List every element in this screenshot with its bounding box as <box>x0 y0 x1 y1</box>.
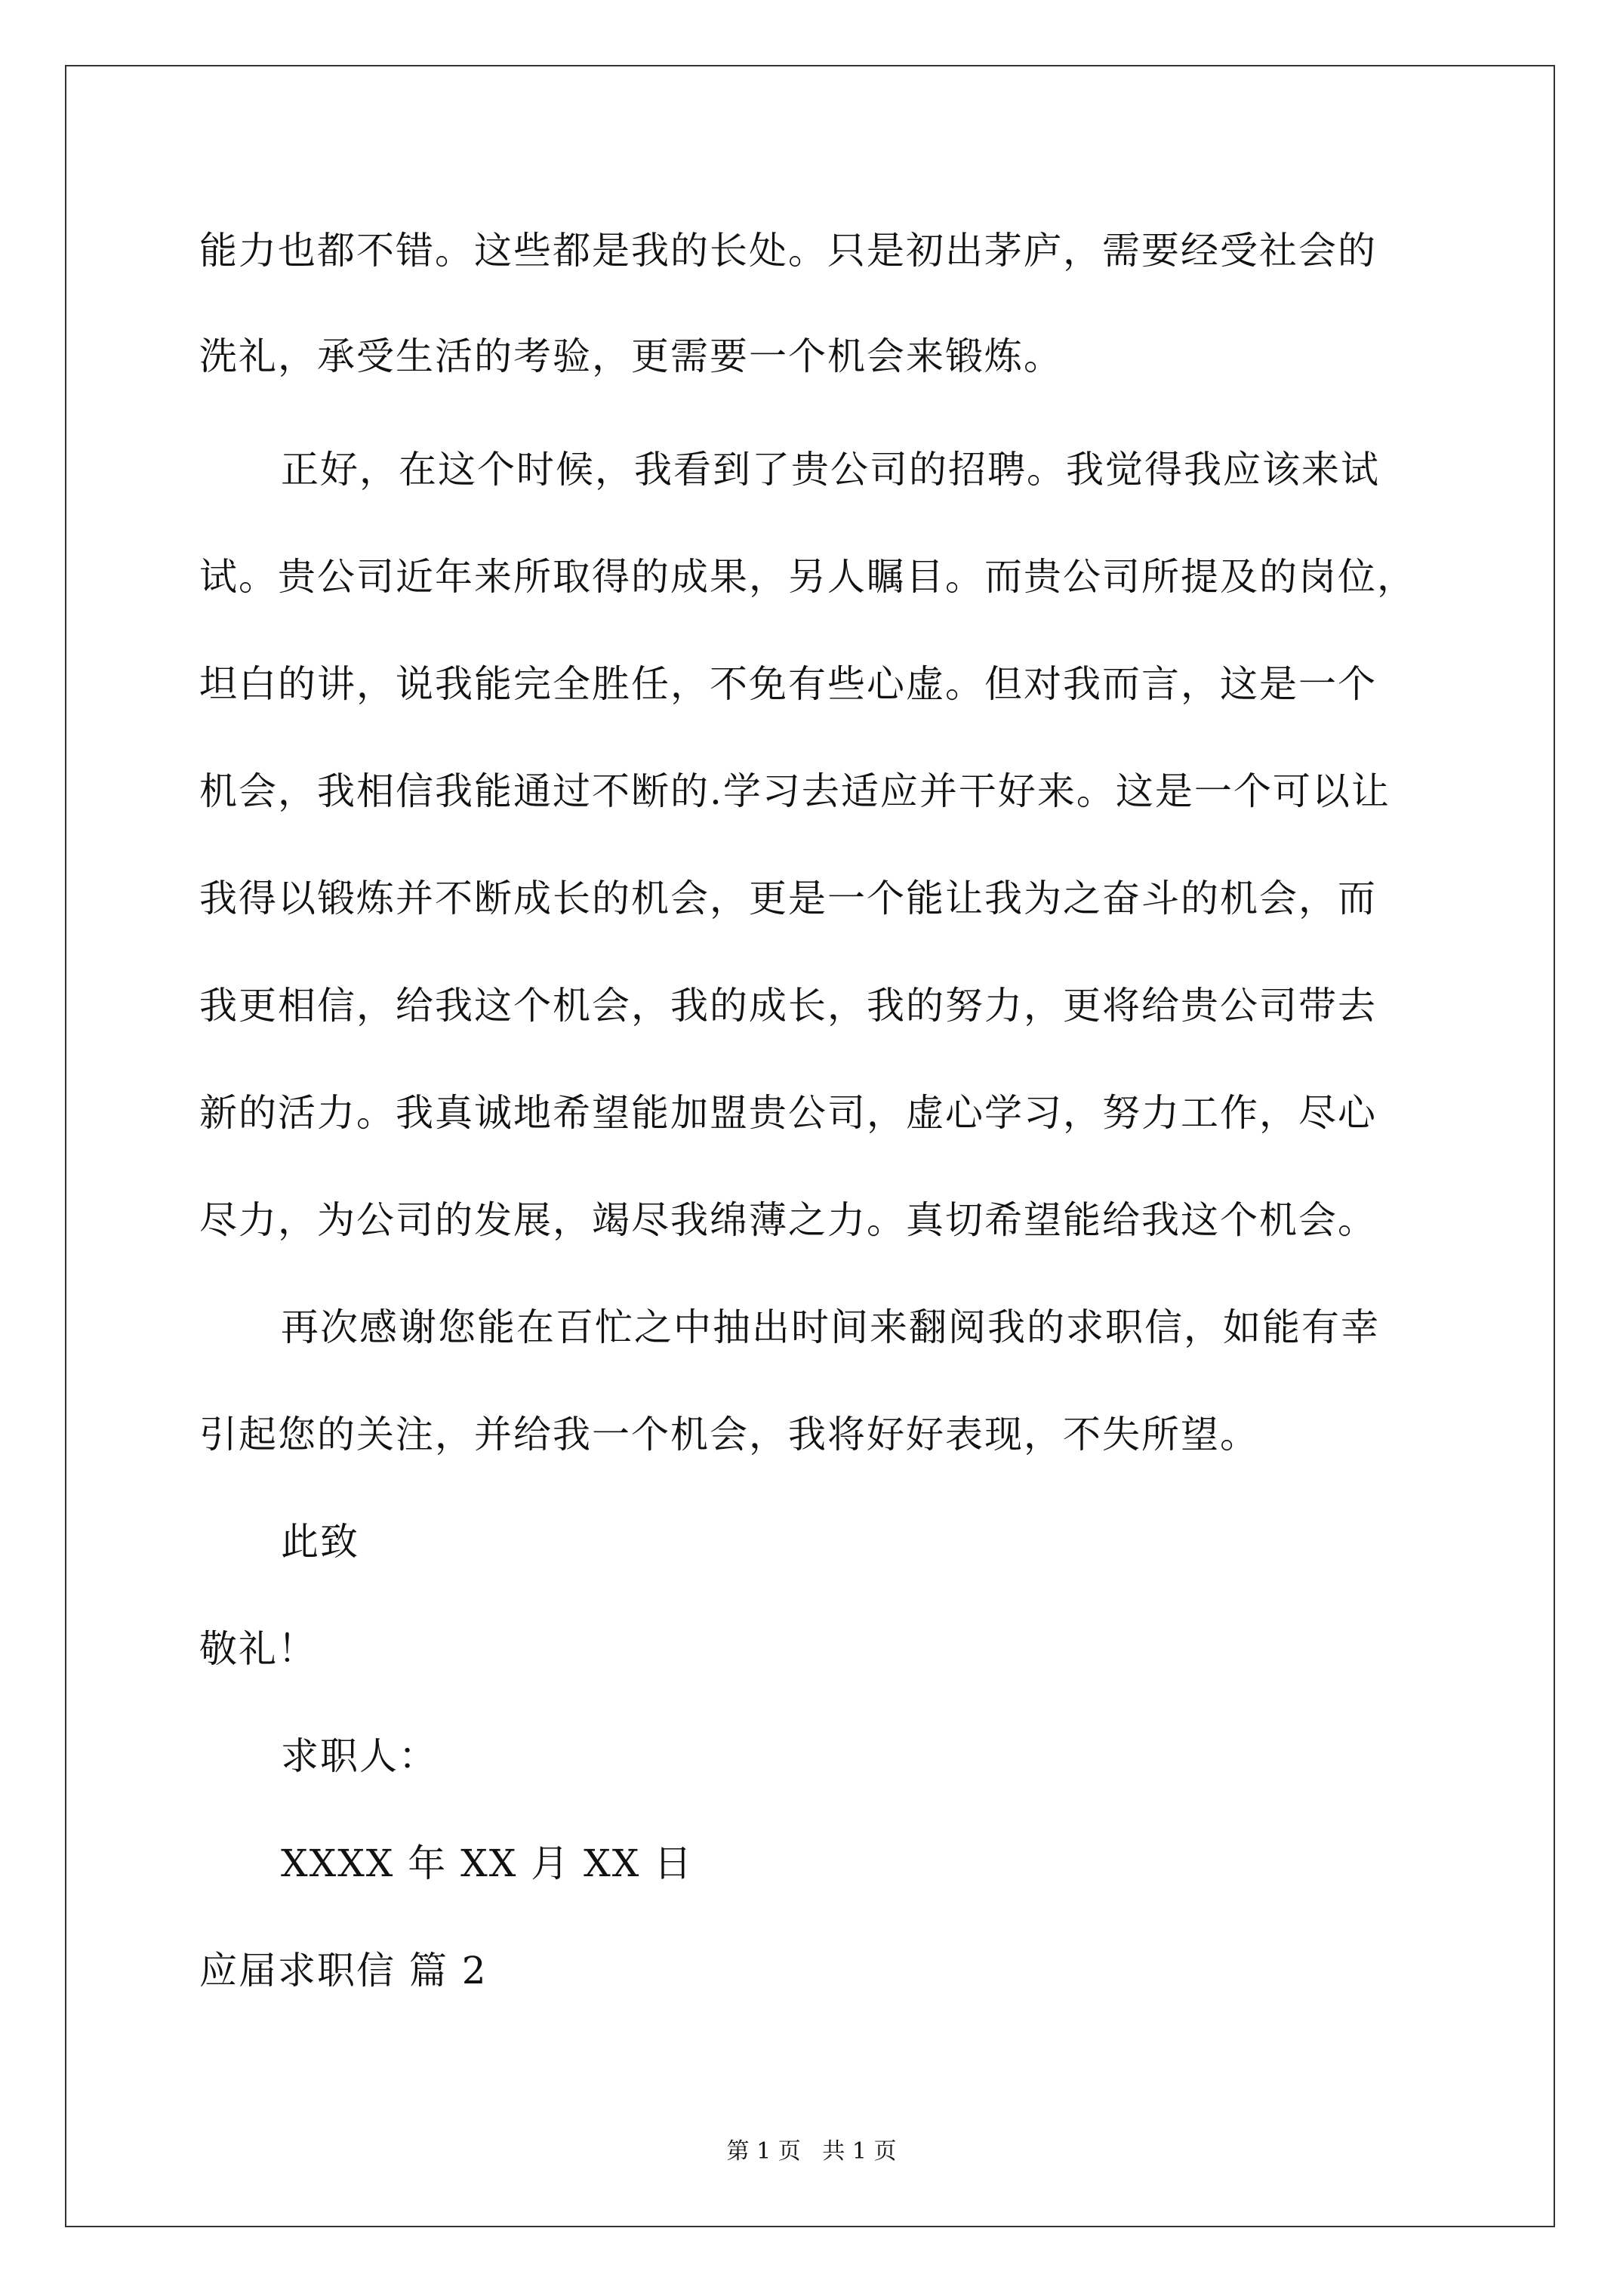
paragraph-start-line: 正好，在这个时候，我看到了贵公司的招聘。我觉得我应该来试 <box>281 448 1380 492</box>
body-line: 新的活力。我真诚地希望能加盟贵公司，虚心学习，努力工作，尽心 <box>199 1091 1377 1135</box>
body-line: 机会，我相信我能通过不断的.学习去适应并干好来。这是一个可以让 <box>199 769 1390 813</box>
body-line: 尽力，为公司的发展，竭尽我绵薄之力。真切希望能给我这个机会。 <box>199 1198 1377 1242</box>
body-line: 洗礼，承受生活的考验，更需要一个机会来锻炼。 <box>199 334 1063 378</box>
body-line: 试。贵公司近年来所取得的成果，另人瞩目。而贵公司所提及的岗位， <box>199 555 1416 599</box>
closing-salutation: 此致 <box>281 1520 359 1564</box>
signature-label: 求职人： <box>281 1734 438 1778</box>
closing-regards: 敬礼！ <box>199 1627 317 1671</box>
date-line: XXXX 年 XX 月 XX 日 <box>281 1841 694 1885</box>
section-heading: 应届求职信 篇 2 <box>199 1949 488 1992</box>
paragraph-start-line: 再次感谢您能在百忙之中抽出时间来翻阅我的求职信，如能有幸 <box>281 1305 1380 1349</box>
page-footer: 第 1 页 共 1 页 <box>726 2138 897 2165</box>
page-border <box>65 65 1555 2227</box>
body-line: 引起您的关注，并给我一个机会，我将好好表现，不失所望。 <box>199 1413 1259 1456</box>
body-line: 我得以锻炼并不断成长的机会，更是一个能让我为之奋斗的机会，而 <box>199 877 1377 920</box>
body-line: 我更相信，给我这个机会，我的成长，我的努力，更将给贵公司带去 <box>199 984 1377 1028</box>
body-line: 能力也都不错。这些都是我的长处。只是初出茅庐，需要经受社会的 <box>199 229 1377 273</box>
body-line: 坦白的讲，说我能完全胜任，不免有些心虚。但对我而言，这是一个 <box>199 662 1377 706</box>
